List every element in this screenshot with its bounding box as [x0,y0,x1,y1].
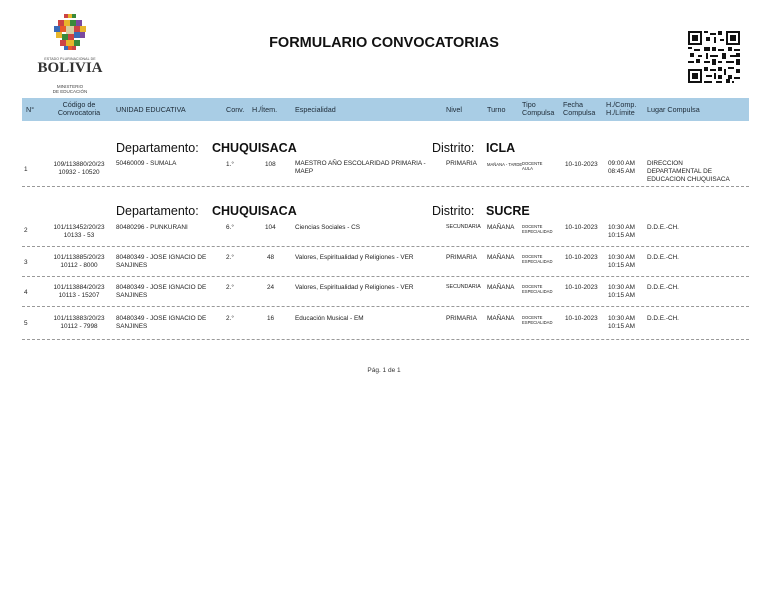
col-header-fecha: Fecha Compulsa [563,100,596,117]
district-value: ICLA [486,141,516,155]
col-header-turno: Turno [487,105,506,114]
district-label: Distrito: [432,141,475,155]
district-label: Distrito: [432,204,475,218]
table-row: 1 109/113880/20/23 10932 - 10520 50460009 - SUMALA 1.° 108 MAESTRO AÑO ESCOLARIDAD PRIMARIA - MAEP PRIMARIA MAÑANA - TARDE DOCENTE AULA 10-10-2023 09:00 AM 08:45 AM DIRECCION DEPARTAMENTAL DE EDUCACION CHUQUISACA [22,156,749,187]
col-header-hcomp: H./Comp. H./Límite [606,100,637,117]
ministry-logo [34,12,106,96]
district-value: SUCRE [486,204,530,218]
department-value: CHUQUISACA [212,204,297,218]
department-label: Departamento: [116,204,199,218]
col-header-especialidad: Especialidad [295,105,336,114]
table-row: 3 101/113885/20/23 10112 - 8000 80480349 - JOSE IGNACIO DE SANJINES 2.° 48 Valores, Espiritualidad y Religiones - VER PRIMARIA MAÑANA DOCENTE ESPECIALIDAD 10-10-2023 10:30 AM 10:15 AM D.D.E.-CH. [22,250,749,277]
col-header-hitem: H./Ítem. [252,105,278,114]
logo-ministry-line2: DE EDUCACIÓN [52,89,88,94]
logo-state-text: ESTADO PLURINACIONAL DE [44,57,96,61]
col-header-unidad: UNIDAD EDUCATIVA [116,105,186,114]
col-header-codigo: Código de Convocatoria [57,100,101,117]
col-header-conv: Conv. [226,105,245,114]
department-value: CHUQUISACA [212,141,297,155]
logo-ministry-line1: MINISTERIO [56,84,84,89]
col-header-lugar: Lugar Compulsa [647,105,700,114]
table-row: 5 101/113883/20/23 10112 - 7998 80480349 - JOSE IGNACIO DE SANJINES 2.° 16 Educación Musical - EM PRIMARIA MAÑANA DOCENTE ESPECIALIDAD 10-10-2023 10:30 AM 10:15 AM D.D.E.-CH. [22,311,749,340]
col-header-nivel: Nivel [446,105,462,114]
page-number: Pág. 1 de 1 [367,367,401,374]
logo-country-text: BOLIVIA [37,60,103,76]
table-header [22,98,749,121]
qr-code-icon [688,31,740,83]
col-header-n: N° [26,105,35,114]
page-title: FORMULARIO CONVOCATORIAS [269,35,499,51]
table-row: 4 101/113884/20/23 10113 - 15207 80480349 - JOSE IGNACIO DE SANJINES 2.° 24 Valores, Espiritualidad y Religiones - VER SECUNDARIA MAÑANA DOCENTE ESPECIALIDAD 10-10-2023 10:30 AM 10:15 AM D.D.E.-CH. [22,280,749,307]
department-label: Departamento: [116,141,199,155]
col-header-tipo: Tipo Compulsa [522,100,555,117]
table-row: 2 101/113452/20/23 10133 - 53 80480296 - PUNKURANI 6.° 104 Ciencias Sociales - CS SECUNDARIA MAÑANA DOCENTE ESPECIALIDAD 10-10-2023 10:30 AM 10:15 AM D.D.E.-CH. [22,220,749,247]
